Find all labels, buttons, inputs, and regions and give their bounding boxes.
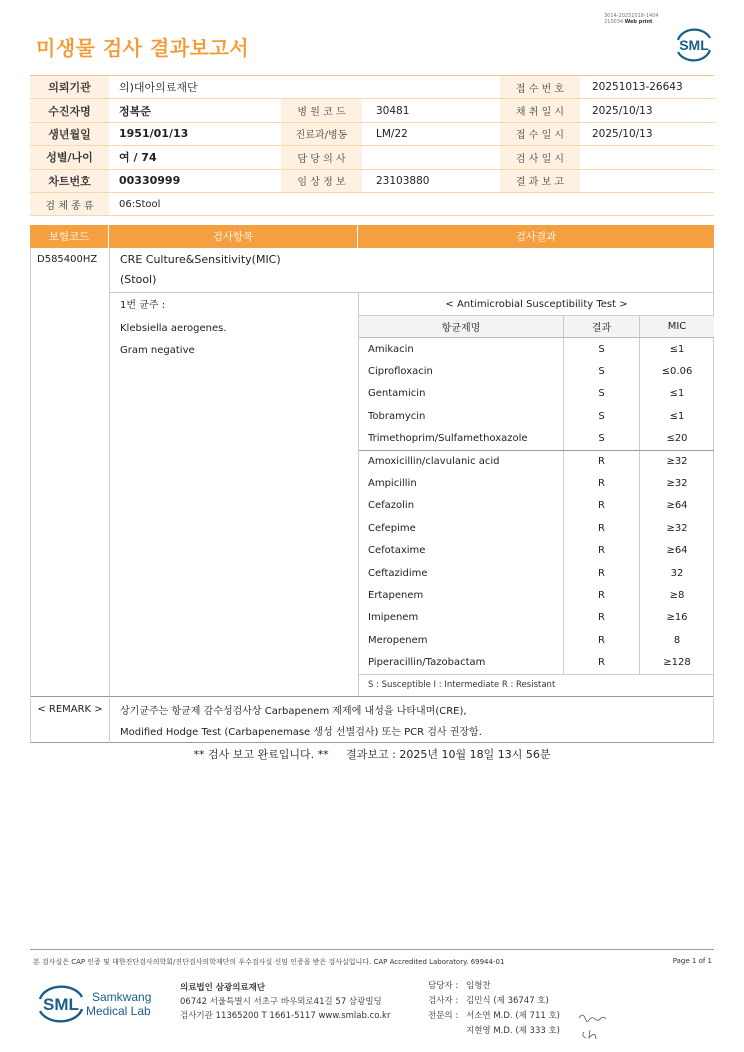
page-title: 미생물 검사 결과보고서 bbox=[36, 36, 250, 60]
mic-value: ≥32 bbox=[666, 522, 688, 534]
info-label: 의뢰기관 bbox=[30, 76, 109, 98]
mic-value: ≤1 bbox=[669, 343, 685, 355]
page-number: Page 1 of 1 bbox=[672, 957, 712, 965]
web-print-label: Web print bbox=[624, 19, 653, 25]
staff-role bbox=[428, 1024, 466, 1039]
antibiotic-name: Tobramycin bbox=[359, 405, 564, 427]
ast-row bbox=[359, 495, 714, 517]
test-name bbox=[110, 248, 714, 293]
ast-rows bbox=[359, 338, 714, 674]
antibiotic-name: Ampicillin bbox=[359, 472, 564, 494]
insurance-code: D585400HZ bbox=[31, 248, 110, 696]
ast-row bbox=[359, 383, 714, 405]
antibiotic-name: Meropenem bbox=[359, 629, 564, 651]
mic-value: ≥64 bbox=[666, 545, 688, 557]
remark-label: < REMARK > bbox=[31, 698, 110, 743]
print-id bbox=[604, 13, 659, 25]
org-name: 의료법인 삼광의료재단 bbox=[180, 983, 266, 993]
info-value: 00330999 bbox=[119, 174, 181, 188]
ast-legend: S : Susceptible I : Intermediate R : Resistant bbox=[359, 674, 714, 696]
staff-row bbox=[428, 1024, 560, 1039]
susceptibility-result: S bbox=[564, 338, 640, 360]
susceptibility-result: R bbox=[564, 540, 640, 562]
staff-role: 담당자 : bbox=[428, 981, 459, 991]
ast-row bbox=[359, 360, 714, 382]
info-label: 진료과/병동 bbox=[281, 123, 362, 145]
antibiotic-name: Cefotaxime bbox=[359, 540, 564, 562]
ast-header-mic: MIC bbox=[667, 321, 687, 332]
mic-value: ≤0.06 bbox=[661, 366, 693, 378]
footer-logo-text: SML bbox=[43, 995, 79, 1014]
organization-info bbox=[180, 981, 390, 1023]
ast-row bbox=[359, 584, 714, 606]
susceptibility-result: S bbox=[564, 360, 640, 382]
result-header bbox=[30, 225, 714, 248]
info-label: 차트번호 bbox=[30, 170, 109, 192]
susceptibility-result: R bbox=[564, 562, 640, 584]
antibiotic-name: Cefazolin bbox=[359, 495, 564, 517]
completion-note: ** 검사 보고 완료입니다. ** 결과보고 : 2025년 10월 18일 13시 56분 bbox=[193, 748, 551, 761]
staff-name: 서소연 M.D. (제 711 호) bbox=[466, 1011, 561, 1021]
info-value: 여 / 74 bbox=[119, 151, 157, 165]
ast-row bbox=[359, 338, 714, 360]
antibiotic-name: Imipenem bbox=[359, 607, 564, 629]
logo-text: SML bbox=[679, 37, 709, 53]
info-label-empty bbox=[281, 76, 362, 98]
antibiotic-name: Ceftazidime bbox=[359, 562, 564, 584]
logo-line1: Samkwang bbox=[92, 990, 152, 1004]
info-label: 채 취 일 시 bbox=[500, 99, 580, 121]
info-value: 2025/10/13 bbox=[592, 127, 653, 140]
antibiotic-name: Ciprofloxacin bbox=[359, 360, 564, 382]
antibiotic-name: Ertapenem bbox=[359, 584, 564, 606]
antibiotic-name: Gentamicin bbox=[359, 383, 564, 405]
staff-row bbox=[428, 979, 560, 994]
info-value: 06:Stool bbox=[119, 198, 161, 210]
ast-row bbox=[359, 517, 714, 539]
footer-divider bbox=[30, 949, 714, 950]
ast-row bbox=[359, 629, 714, 651]
info-label: 생년월일 bbox=[30, 123, 109, 145]
antibiotic-name: Cefepime bbox=[359, 517, 564, 539]
info-label: 수진자명 bbox=[30, 99, 109, 121]
info-label: 담 당 의 사 bbox=[281, 146, 362, 168]
info-value bbox=[580, 170, 714, 192]
sml-logo-icon bbox=[672, 24, 716, 64]
info-value: LM/22 bbox=[376, 127, 408, 140]
ast-title: < Antimicrobial Susceptibility Test > bbox=[359, 293, 714, 316]
mic-value: ≥128 bbox=[663, 657, 691, 669]
susceptibility-result: R bbox=[564, 584, 640, 606]
header-item: 검사항목 bbox=[109, 225, 358, 248]
info-value: 1951/01/13 bbox=[119, 127, 189, 141]
antibiotic-name: Amikacin bbox=[359, 338, 564, 360]
info-value: 2025/10/13 bbox=[592, 104, 653, 117]
org-contact: 검사기관 11365200 T 1661-5117 www.smlab.co.kr bbox=[180, 1011, 391, 1021]
ast-row bbox=[359, 428, 714, 450]
test-name-line1: CRE Culture&Sensitivity(MIC) bbox=[120, 253, 281, 266]
print-id-line1: 3014-20251018-1404 bbox=[604, 13, 659, 19]
info-row bbox=[30, 99, 714, 122]
susceptibility-result: S bbox=[564, 383, 640, 405]
info-value: 30481 bbox=[376, 104, 410, 117]
info-label: 성별/나이 bbox=[30, 146, 109, 168]
info-value: 23103880 bbox=[376, 174, 430, 187]
organism-line2: Klebsiella aerogenes. bbox=[120, 322, 227, 334]
ast-row bbox=[359, 472, 714, 494]
info-label: 검 사 일 시 bbox=[500, 146, 580, 168]
antibiotic-name: Amoxicillin/clavulanic acid bbox=[359, 451, 564, 472]
info-label: 결 과 보 고 bbox=[500, 170, 580, 192]
organism-line3: Gram negative bbox=[120, 345, 195, 356]
ast-row bbox=[359, 405, 714, 427]
antibiotic-name: Piperacillin/Tazobactam bbox=[359, 651, 564, 673]
ast-row bbox=[359, 540, 714, 562]
mic-value: 32 bbox=[670, 567, 684, 579]
info-value-empty bbox=[362, 76, 500, 98]
info-value bbox=[580, 146, 714, 168]
mic-value: ≥64 bbox=[666, 500, 688, 512]
ast-header bbox=[359, 316, 714, 338]
info-row bbox=[30, 193, 714, 216]
info-row bbox=[30, 76, 714, 99]
ast-row bbox=[359, 651, 714, 673]
mic-value: ≤20 bbox=[666, 433, 688, 445]
susceptibility-result: R bbox=[564, 651, 640, 673]
susceptibility-result: R bbox=[564, 472, 640, 494]
staff-name: 김민식 (제 36747 호) bbox=[466, 996, 549, 1006]
info-label: 병 원 코 드 bbox=[281, 99, 362, 121]
signature-icon bbox=[576, 1010, 610, 1040]
info-value: 20251013-26643 bbox=[592, 81, 683, 94]
test-name-line2: (Stool) bbox=[120, 273, 157, 286]
ast-row bbox=[359, 450, 714, 472]
susceptibility-result: S bbox=[564, 405, 640, 427]
ast-header-antibiotic: 항균제명 bbox=[359, 316, 564, 337]
mic-value: ≥16 bbox=[666, 612, 688, 624]
info-label: 검 체 종 류 bbox=[30, 193, 109, 215]
header-code: 보험코드 bbox=[30, 225, 109, 248]
patient-info-table bbox=[30, 75, 714, 216]
remark bbox=[30, 698, 714, 743]
info-row bbox=[30, 170, 714, 193]
susceptibility-result: R bbox=[564, 495, 640, 517]
info-row bbox=[30, 123, 714, 146]
info-value: 정복준 bbox=[119, 104, 151, 118]
info-label: 접 수 번 호 bbox=[500, 76, 580, 98]
staff-name: 임형찬 bbox=[466, 981, 491, 991]
mic-value: ≤1 bbox=[669, 410, 685, 422]
info-value bbox=[362, 146, 500, 168]
result-body bbox=[30, 248, 714, 697]
antibiotic-name: Trimethoprim/Sulfamethoxazole bbox=[359, 428, 564, 450]
info-row bbox=[30, 146, 714, 169]
susceptibility-result: S bbox=[564, 428, 640, 450]
result-table bbox=[30, 225, 714, 697]
header-result: 검사결과 bbox=[515, 231, 557, 243]
mic-value: ≥32 bbox=[666, 478, 688, 490]
remark-line1: 상기균주는 항균제 감수성검사상 Carbapenem 제제에 내성을 나타내며(CRE), bbox=[120, 706, 467, 717]
samkwang-logo-icon bbox=[36, 981, 166, 1025]
mic-value: ≥32 bbox=[666, 456, 688, 468]
ast-row bbox=[359, 562, 714, 584]
susceptibility-result: R bbox=[564, 451, 640, 472]
staff-row bbox=[428, 994, 560, 1009]
mic-value: 8 bbox=[673, 634, 681, 646]
logo-line2: Medical Lab bbox=[86, 1004, 151, 1018]
info-label: 접 수 일 시 bbox=[500, 123, 580, 145]
mic-value: ≤1 bbox=[669, 388, 685, 400]
remark-text bbox=[120, 701, 482, 743]
susceptibility-result: R bbox=[564, 607, 640, 629]
remark-line2: Modified Hodge Test (Carbapenemase 생성 선별검사) 또는 PCR 검사 권장함. bbox=[120, 727, 482, 738]
ast-table bbox=[359, 293, 714, 696]
staff-name: 지현영 M.D. (제 333 호) bbox=[466, 1026, 561, 1036]
staff-row bbox=[428, 1009, 560, 1024]
certification-note: 본 검사실은 CAP 인증 및 대한진단검사의학회/진단검사의학재단의 우수검사실 신임 인증을 받은 검사실입니다. CAP Accredited Laboratory. 69944-01 bbox=[33, 958, 505, 966]
staff-role: 전문의 : bbox=[428, 1011, 459, 1021]
susceptibility-result: R bbox=[564, 629, 640, 651]
susceptibility-result: R bbox=[564, 517, 640, 539]
info-label: 임 상 정 보 bbox=[281, 170, 362, 192]
mic-value: ≥8 bbox=[669, 589, 685, 601]
ast-row bbox=[359, 607, 714, 629]
ast-header-result: 결과 bbox=[564, 316, 640, 337]
info-value: 의)대아의료재단 bbox=[119, 81, 198, 95]
print-id-line2: 210034 bbox=[604, 19, 624, 25]
staff-role: 검사자 : bbox=[428, 996, 459, 1006]
staff-list bbox=[428, 979, 560, 1039]
org-address: 06742 서울특별시 서초구 바우뫼로41길 57 삼광빌딩 bbox=[180, 997, 382, 1007]
organism-line1: 1번 균주 : bbox=[120, 300, 166, 311]
organism-info bbox=[110, 293, 359, 696]
